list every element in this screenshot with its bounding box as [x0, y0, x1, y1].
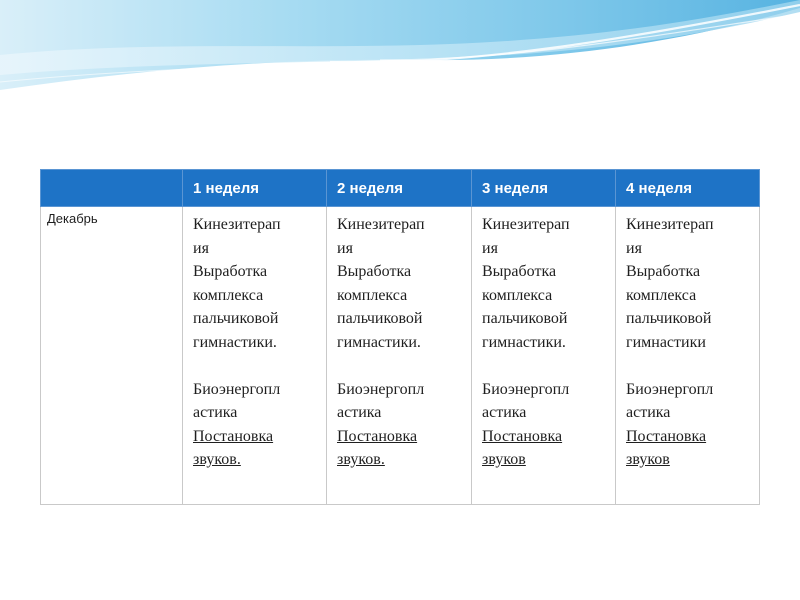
cell-line-underlined: звуков.: [193, 451, 241, 468]
cell-line: Биоэнергопл: [193, 380, 281, 398]
cell-line-underlined: звуков: [626, 451, 670, 468]
header-cell-week-1: 1 неделя: [183, 170, 327, 207]
cell-line: гимнастики.: [482, 333, 566, 351]
cell-line: Выработка: [482, 263, 557, 280]
cell-line: пальчиковой: [337, 310, 423, 327]
table-row: [41, 207, 760, 505]
cell-line-underlined: звуков.: [337, 451, 385, 468]
cell-spacer: [193, 354, 324, 378]
cell-line: пальчиковой: [193, 310, 279, 327]
week-3-cell: [472, 207, 616, 505]
cell-spacer: [626, 354, 757, 378]
cell-line: ия: [482, 239, 498, 257]
week-2-cell: [327, 207, 472, 505]
table-header-row: [41, 170, 760, 207]
cell-line: астика: [193, 404, 238, 421]
cell-line: Кинезитерап: [482, 216, 570, 233]
cell-line: пальчиковой: [482, 310, 568, 327]
cell-line: Биоэнергопл: [337, 380, 425, 398]
week-4-cell: [616, 207, 760, 505]
cell-line: астика: [482, 404, 527, 421]
cell-line: ия: [626, 239, 642, 257]
cell-line-underlined: Постановка: [626, 427, 707, 445]
cell-line-underlined: звуков: [482, 451, 526, 468]
cell-spacer: [482, 354, 613, 378]
cell-line: гимнастики.: [193, 333, 277, 351]
schedule-table: [40, 169, 760, 505]
cell-line: ия: [193, 239, 209, 257]
cell-line-underlined: Постановка: [193, 427, 274, 445]
cell-line-underlined: Постановка: [337, 427, 418, 445]
decorative-wave-banner: [0, 0, 800, 110]
month-cell: Декабрь: [41, 207, 183, 505]
header-cell-week-3: 3 неделя: [472, 170, 616, 207]
header-cell-week-4: 4 неделя: [616, 170, 760, 207]
cell-line: Выработка: [626, 263, 701, 280]
cell-line: Выработка: [337, 263, 412, 280]
cell-line: Кинезитерап: [193, 216, 281, 233]
cell-line: Биоэнергопл: [482, 380, 570, 398]
week-1-cell: [183, 207, 327, 505]
cell-line: гимнастики.: [337, 333, 421, 351]
cell-line: комплекса: [482, 286, 553, 304]
cell-line: Кинезитерап: [626, 216, 714, 233]
cell-line: Выработка: [193, 263, 268, 280]
cell-spacer: [337, 354, 469, 378]
cell-line-underlined: Постановка: [482, 427, 563, 445]
cell-line: астика: [337, 404, 382, 421]
cell-line: пальчиковой: [626, 310, 712, 327]
header-cell-empty: [41, 170, 183, 207]
cell-line: Кинезитерап: [337, 216, 425, 233]
cell-line: ия: [337, 239, 353, 257]
cell-line: комплекса: [337, 286, 408, 304]
cell-line: Биоэнергопл: [626, 380, 714, 398]
cell-line: гимнастики: [626, 333, 706, 351]
cell-line: комплекса: [626, 286, 697, 304]
cell-line: астика: [626, 404, 671, 421]
cell-line: комплекса: [193, 286, 264, 304]
schedule-table-wrapper: [40, 169, 759, 505]
header-cell-week-2: 2 неделя: [327, 170, 472, 207]
